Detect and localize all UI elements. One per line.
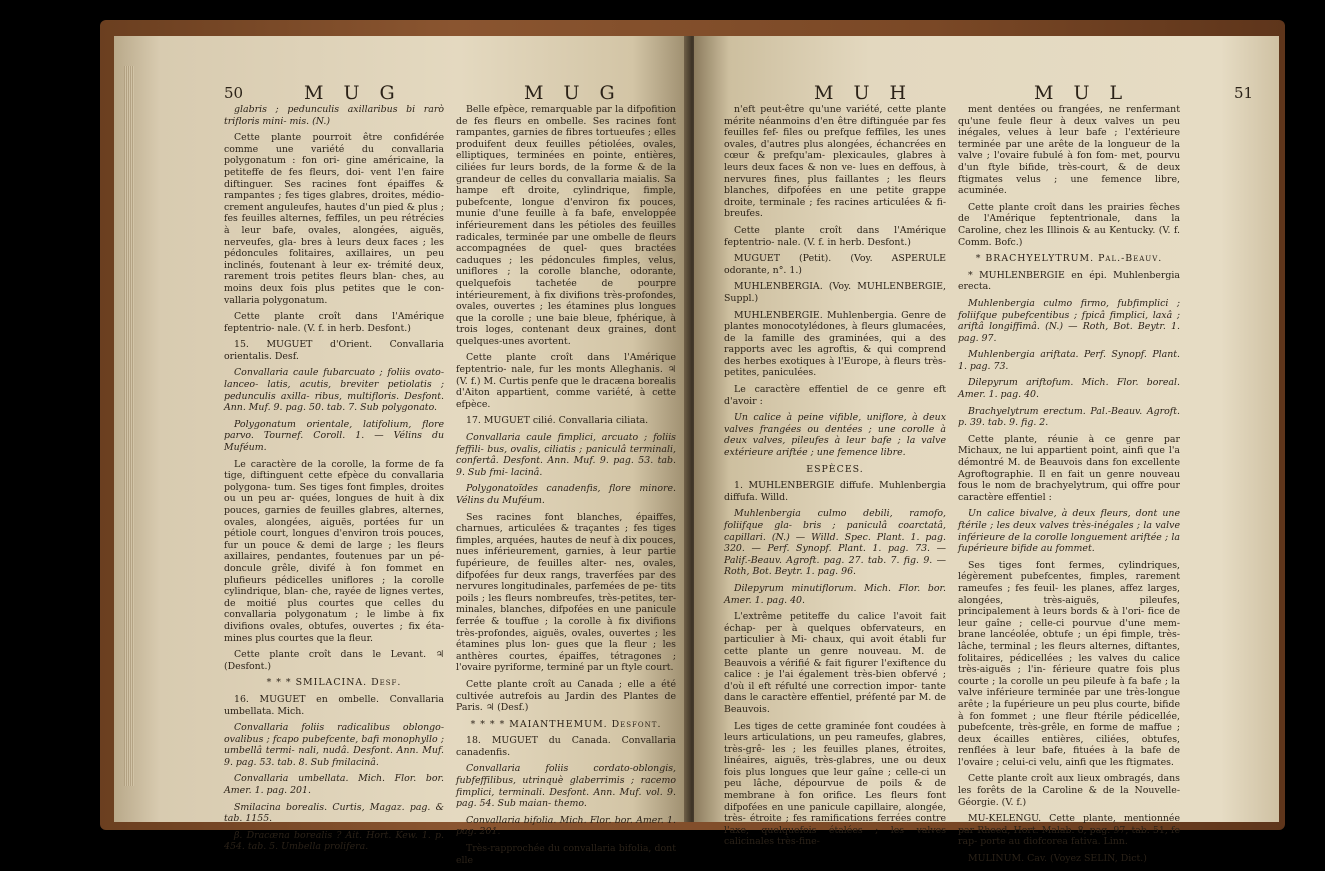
paragraph: Cette plante croît dans le Levant. ♃ (Desfont.) (224, 649, 444, 672)
paragraph: ment dentées ou frangées, ne renfermant qu'une feule fleur à deux valves un peu inégales, velues à leur bafe ; l'extérieure terminée par une arête de la longueur de la valve ; l'ovaire fubulé à fon fom- met, pourvu d'un ftyle bifide, très-court, & de deux ftigmates velus ; une femence libre, acuminée. (958, 104, 1180, 197)
paragraph: Dilepyrum ariftofum. Mich. Flor. boreal. Amer. 1. pag. 40. (958, 377, 1180, 401)
paragraph: MUHLENBERGIE. Muhlenbergia. Genre de plantes monocotylédones, à fleurs glumacées, de la famille des graminées, qui a des rapports avec les agroftis, & qui comprend des herbes exotiques à l'Europe, à fleurs très-petites, paniculées. (724, 309, 946, 379)
paragraph: L'extrême petiteffe du calice l'avoit fait échap- per à quelques obfervateurs, en particulier à Mi- chaux, qui avoit établi fur cette plante un genre nouveau. M. de Beauvois a vérifié & fait figurer l'exiftence du calice : je l'ai également très-bien obfervé ; d'où il eft réfulté une correction impor- tante dans le caractère effentiel, préfenté par M. de Beauvois. (724, 611, 946, 715)
paragraph: Muhlenbergia culmo debili, ramofo, foliifque gla- bris ; paniculâ coarctatâ, capillari. (N.) — Willd. Spec. Plant. 1. pag. 320. — Perf. Synopf. Plant. 1. pag. 73. — Palif.-Beauv. Agroft. pag. 27. tab. 7. fig. 9. — Roth, Bot. Beytr. 1. pag. 96. (724, 508, 946, 578)
paragraph: Cette plante croît dans l'Amérique feptentrio- nale. (V. f. in herb. Desfont.) (224, 311, 444, 334)
paragraph: MU-KELENGU. Cette plante, mentionnée par Rheed, Hort. Malab. 8, pag. 97, tab. 51, fe rap- porte au diofcorea fativa. Linn. (958, 813, 1180, 848)
paragraph: Cette plante croît aux lieux ombragés, dans les forêts de la Caroline & de la Nouvelle-Géorgie. (V. f.) (958, 773, 1180, 808)
paragraph: Un calice bivalve, à deux fleurs, dont une ftérile ; les deux valves très-inégales ; la valve inférieure de la corolle longuement ariftée ; la fupérieure bifide au fommet. (958, 508, 1180, 555)
paragraph: 16. MUGUET en ombelle. Convallaria umbellata. Mich. (224, 693, 444, 717)
page-edges (124, 66, 134, 786)
paragraph: Dilepyrum minutiflorum. Mich. Flor. bor. Amer. 1. pag. 40. (724, 582, 946, 606)
running-head: M U L (1034, 82, 1130, 104)
paragraph: Les tiges de cette graminée font coudées à leurs articulations, un peu rameufes, glabres, très-grê- les ; les feuilles planes, étroites, linéaires, aiguës, très-glabres, une ou deux fois plus longues que leur gaîne ; celle-ci un peu lâche, dépourvue de poils & de membrane à fon orifice. Les fleurs font difpofées en une panicule capillaire, alongée, très- étroite ; fes ramifications ferrées contre l'axe, quelquefois étalées ; les valves calicinales très-fine- (724, 720, 946, 848)
paragraph: Convallaria caule fimplici, arcuato ; foliis feffili- bus, ovalis, ciliatis ; paniculâ terminali, confertâ. Desfont. Ann. Muf. 9. pag. 53. tab. 9. Sub fmi- lacinâ. (456, 432, 676, 478)
paragraph: Convallaria foliis radicalibus oblongo-ovalibus ; fcapo pubefcente, bafi monophyllo ; umbellâ termi- nali, nudâ. Desfont. Ann. Muf. 9. pag. 53. tab. 8. Sub fmilacinâ. (224, 722, 444, 768)
running-head: M U H (814, 82, 914, 104)
paragraph: Ses racines font blanches, épaiffes, charnues, articulées & traçantes ; fes tiges fimples, arquées, hautes de neuf à dix pouces, nues inférieurement, garnies, à leur partie fupérieure, de feuilles alter- nes, ovales, difpofées fur deux rangs, traverfées par des nervures longitudinales, parfemées de pe- tits poils ; les fleurs nombreufes, très-petites, ter- minales, blanches, difpofées en une panicule ferrée & touffue ; la corolle à fix divifions très-profondes, aiguës, ovales, ouvertes ; les étamines plus lon- gues que la fleur ; les anthères courtes, épaiffes, tétragones ; l'ovaire pyriforme, terminé par un ftyle court. (456, 511, 676, 674)
paragraph: Cette plante, réunie à ce genre par Michaux, ne lui appartient point, ainfi que l'a démontré M. de Beauvois dans fon excellente Agroftographie. Il en fait un genre nouveau fous le nom de brachyelytrum, qui offre pour caractère effentiel : (958, 433, 1180, 503)
section-heading: * * * SMILACINA. Desf. (266, 677, 402, 689)
section-heading: * BRACHYELYTRUM. Pal.-Beauv. (975, 253, 1163, 265)
paragraph: Un calice à peine vifible, uniflore, à deux valves frangées ou dentées ; une corolle à deux valves, pileufes à leur bafe ; la valve extérieure ariftée ; une femence libre. (724, 412, 946, 459)
paragraph: Le caractère effentiel de ce genre eft d'avoir : (724, 384, 946, 407)
text-column (456, 104, 676, 871)
text-column (724, 104, 946, 853)
running-head: M U G (304, 82, 402, 104)
section-heading: * * * * MAIANTHEMUM. Desfont. (470, 718, 662, 730)
paragraph: MUGUET (Petit). (Voy. ASPERULE odorante, n°. 1.) (724, 253, 946, 276)
paragraph: MUHLENBERGIA. (Voy. MUHLENBERGIE, Suppl.) (724, 281, 946, 304)
paragraph: Cette plante croît dans les prairies fèches de l'Amérique feptentrionale, dans la Caroline, chez les Illinois & au Kentucky. (V. f. Comm. Bofc.) (958, 201, 1180, 248)
paragraph: Polygonatum orientale, latifolium, flore parvo. Tournef. Coroll. 1. — Vélins du Muféum. (224, 418, 444, 454)
section-heading: ESPÈCES. (806, 463, 864, 475)
paragraph: Convallaria umbellata. Mich. Flor. bor. Amer. 1. pag. 201. (224, 773, 444, 797)
paragraph: * MUHLENBERGIE en épi. Muhlenbergia erecta. (958, 269, 1180, 293)
paragraph: Convallaria caule fubarcuato ; foliis ovato-lanceo- latis, acutis, breviter petiolatis ; pedunculis axilla- ribus, multifloris. Desfont. Ann. Muf. 9. pag. 50. tab. 7. Sub polygonato. (224, 367, 444, 414)
paragraph: 1. MUHLENBERGIE diffufe. Muhlenbergia diffufa. Willd. (724, 480, 946, 503)
paragraph: glabris ; pedunculis axillaribus bi rarò trifloris mini- mis. (N.) (224, 104, 444, 127)
paragraph: 15. MUGUET d'Orient. Convallaria orientalis. Desf. (224, 339, 444, 362)
paragraph: Très-rapprochée du convallaria bifolia, dont elle (456, 843, 676, 866)
paragraph: Le caractère de la corolle, la forme de fa tige, diftinguent cette efpèce du convallaria polygona- tum. Ses tiges font fimples, droites ou un peu ar- quées, longues de huit à dix pouces, garnies de feuilles glabres, alternes, ovales, alongées, aiguës, portées fur un pétiole court, longues d'environ trois pouces, fur un pouce & demi de large ; les fleurs axillaires, pendantes, foutenues par un pé- doncule grêle, divifé à fon fommet en plufieurs pédicelles uniflores ; la corolle cylindrique, blan- che, rayée de lignes vertes, de moitié plus courtes que celles du convallaria polygonatum ; le limbe à fix divifions ovales, obtufes, ouvertes ; fix éta- mines plus courtes que la fleur. (224, 458, 444, 644)
page-number: 51 (1234, 84, 1254, 102)
running-head: M U G (524, 82, 622, 104)
left-page (114, 36, 690, 866)
paragraph: Muhlenbergia culmo firmo, fubfimplici ; foliifque pubefcentibus ; fpicâ fimplici, laxâ ; ariftâ longiffimâ. (N.) — Roth, Bot. Beytr. 1. pag. 97. (958, 297, 1180, 344)
paragraph: n'eft peut-être qu'une variété, cette plante mérite néanmoins d'en être diftinguée par fes feuilles fef- files ou prefque feffiles, les unes ovales, d'autres plus alongées, échancrées en cœur & prefqu'am- plexicaules, glabres à leurs deux faces & non ve- lues en deffous, à nervures fines, plus faillantes ; les fleurs blanches, difpofées en une petite grappe droite, terminale ; fes racines articulées & fi- breufes. (724, 104, 946, 220)
right-page (694, 36, 1279, 865)
paragraph: 17. MUGUET cilié. Convallaria ciliata. (466, 415, 649, 427)
paragraph: Cette plante croît au Canada ; elle a été cultivée autrefois au Jardin des Plantes de Paris. ♃ (Desf.) (456, 678, 676, 714)
paragraph: Cette plante pourroit être confidérée comme une variété du convallaria polygonatum : fon ori- gine américaine, la petiteffe de fes fleurs, doi- vent l'en faire diftinguer. Ses racines font épaiffes & rampantes ; fes tiges glabres, droites, médio- crement anguleufes, hautes d'un pied & plus ; fes feuilles alternes, feffiles, un peu rétrécies à leur bafe, ovales, alongées, aiguës, nerveufes, gla- bres à leurs deux faces ; les pédoncules folitaires, axillaires, un peu inclinés, foutenant à leur ex- trémité deux, rarement trois petites fleurs blan- ches, au moins deux fois plus petites que le con- vallaria polygonatum. (224, 132, 444, 306)
paragraph: Belle efpèce, remarquable par la difpofition de fes fleurs en ombelle. Ses racines font rampantes, garnies de fibres tortueufes ; elles produifent deux feuilles pétiolées, ovales, elliptiques, terminées en pointe, entières, ciliées fur leurs bords, de la forme & de la grandeur de celles du convallaria maialis. Sa hampe eft droite, cylindrique, fimple, pubefcente, longue d'environ fix pouces, munie d'une feuille à fa bafe, enveloppée inférieurement dans les pétioles des feuilles radicales, terminée par une ombelle de fleurs accompagnées de quel- ques bractées caduques ; les pédoncules fimples, velus, uniflores ; la corolle blanche, odorante, quelquefois tachetée de pourpre intérieurement, à fix divifions très-profondes, ovales, ouvertes ; les étamines plus longues que la corolle ; une baie bleue, fphérique, à trois loges, contenant deux graines, dont quelques-unes avortent. (456, 104, 676, 347)
paragraph: 18. MUGUET du Canada. Convallaria canadenfis. (456, 735, 676, 758)
paragraph: Brachyelytrum erectum. Pal.-Beauv. Agroft. p. 39. tab. 9. fig. 2. (958, 405, 1180, 429)
text-column (224, 104, 444, 858)
open-book (100, 14, 1285, 866)
paragraph: Muhlenbergia ariftata. Perf. Synopf. Plant. 1. pag. 73. (958, 349, 1180, 372)
paragraph: MULINUM. Cav. (Voyez SELIN, Dict.) (968, 853, 1147, 865)
paragraph: Polygonatoïdes canadenfis, flore minore. Vélins du Muféum. (456, 483, 676, 506)
page-number: 50 (224, 84, 244, 102)
paragraph: Ses tiges font fermes, cylindriques, légèrement pubefcentes, fimples, rarement rameufes ; fes feuil- les planes, affez larges, alongées, très-aiguës, pileufes, principalement à leurs bords & à l'ori- fice de leur gaîne ; celle-ci pourvue d'une mem- brane lancéolée, obtufe ; un épi fimple, très-lâche, terminal ; les fleurs alternes, diftantes, folitaires, pédicellées ; les valves du calice très-aiguës ; l'in- férieure quatre fois plus courte ; la corolle un peu pileufe à fa bafe ; la valve inférieure terminée par une très-longue arête ; la fupérieure un peu plus courte, bifide à fon fommet ; une fleur ftérile pédicellée, pubefcente, très-grêle, en forme de maffue ; deux écailles entières, ciliées, obtufes, renflées à leur bafe, fituées à la bafe de l'ovaire ; celui-ci velu, ainfi que les ftigmates. (958, 559, 1180, 768)
text-column (958, 104, 1180, 870)
paragraph: Convallaria foliis cordato-oblongis, fubfeffilibus, utrinquè glaberrimis ; racemo fimplici, terminali. Desfont. Ann. Muf. vol. 9. pag. 54. Sub maian- themo. (456, 763, 676, 810)
paragraph: β. Dracæna borealis ? Ait. Hort. Kew. 1. p. 454. tab. 5. Umbella prolifera. (224, 829, 444, 853)
paragraph: Cette plante croît dans l'Amérique feptentrio- nale, fur les monts Alleghanis. ♃ (V. f.) M. Curtis penfe que le dracæna borealis d'Aiton appartient, comme variété, à cette efpèce. (456, 352, 676, 410)
paragraph: Cette plante croît dans l'Amérique feptentrio- nale. (V. f. in herb. Desfont.) (724, 224, 946, 248)
paragraph: Smilacina borealis. Curtis, Magaz. pag. & tab. 1155. (224, 801, 444, 825)
paragraph: Convallaria bifolia. Mich. Flor. bor. Amer. 1. pag. 201. (456, 814, 676, 838)
